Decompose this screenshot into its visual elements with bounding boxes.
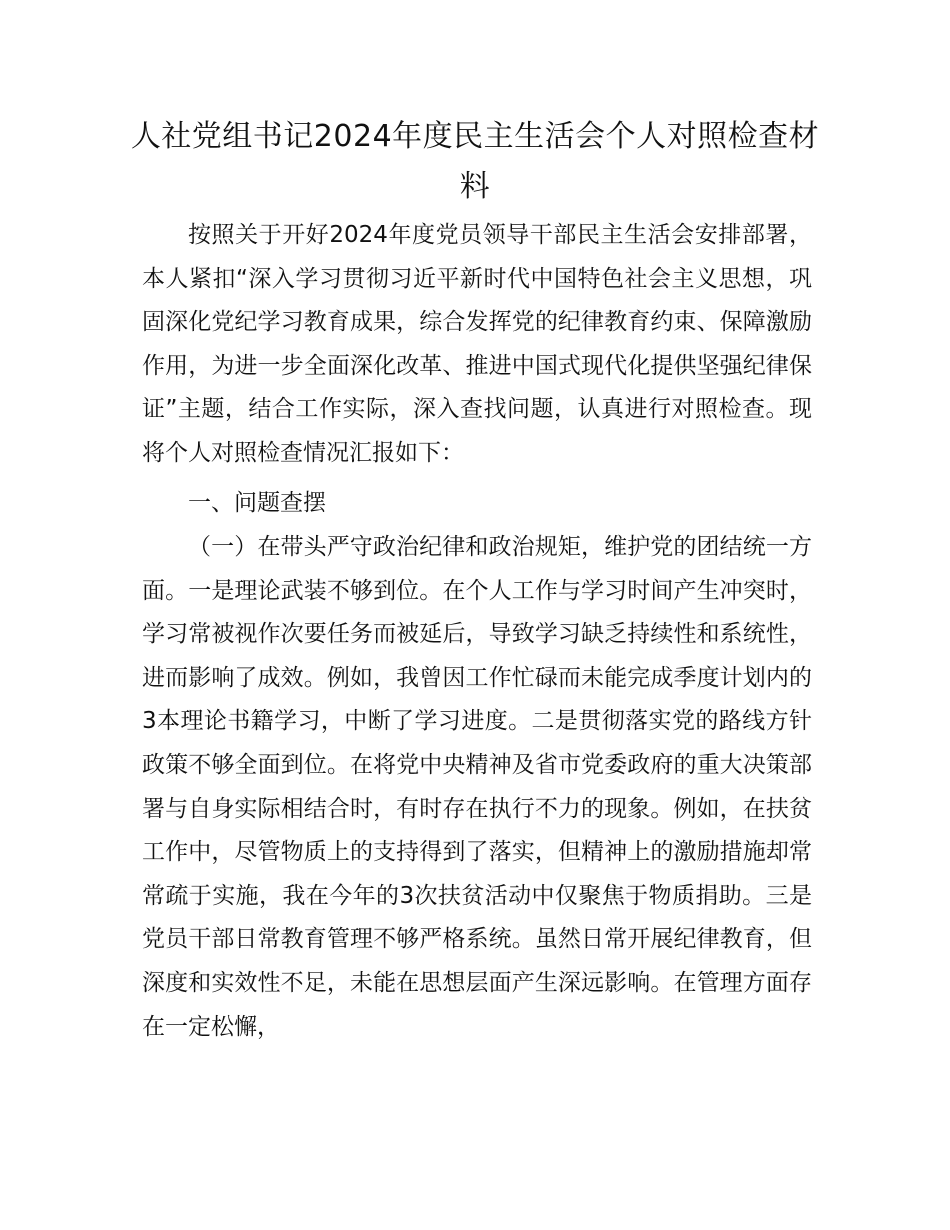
intro-paragraph: 按照关于开好2024年度党员领导干部民主生活会安排部署，本人紧扣“深入学习贯彻习近平新时代中国特色社会主义思想，巩固深化党纪学习教育成果，综合发挥党的纪律教育约束、保障激励作用，为进一步全面深化改革、推进中国式现代化提供坚强纪律保证”主题，结合工作实际，深入查找问题，认真进行对照检查。现将个人对照检查情况汇报如下： xyxy=(142,222,812,466)
section-heading: 一、问题查摆 xyxy=(188,490,326,516)
document-title: 人社党组书记2024年度民主生活会个人对照检查材料 xyxy=(130,119,820,204)
section-body-paragraph: （一）在带头严守政治纪律和政治规矩，维护党的团结统一方面。一是理论武装不够到位。在个人工作与学习时间产生冲突时，学习常被视作次要任务而被延后，导致学习缺乏持续性和系统性，进而影响了成效。例如，我曾因工作忙碌而未能完成季度计划内的3本理论书籍学习，中断了学习进度。二是贯彻落实党的路线方针政策不够全面到位。在将党中央精神及省市党委政府的重大决策部署与自身实际相结合时，有时存在执行不力的现象。例如，在扶贫工作中，尽管物质上的支持得到了落实，但精神上的激励措施却常常疏于实施，我在今年的3次扶贫活动中仅聚焦于物质捐助。三是党员干部日常教育管理不够严格系统。虽然日常开展纪律教育，但深度和实效性不足，未能在思想层面产生深远影响。在管理方面存在一定松懈， xyxy=(142,534,812,1040)
